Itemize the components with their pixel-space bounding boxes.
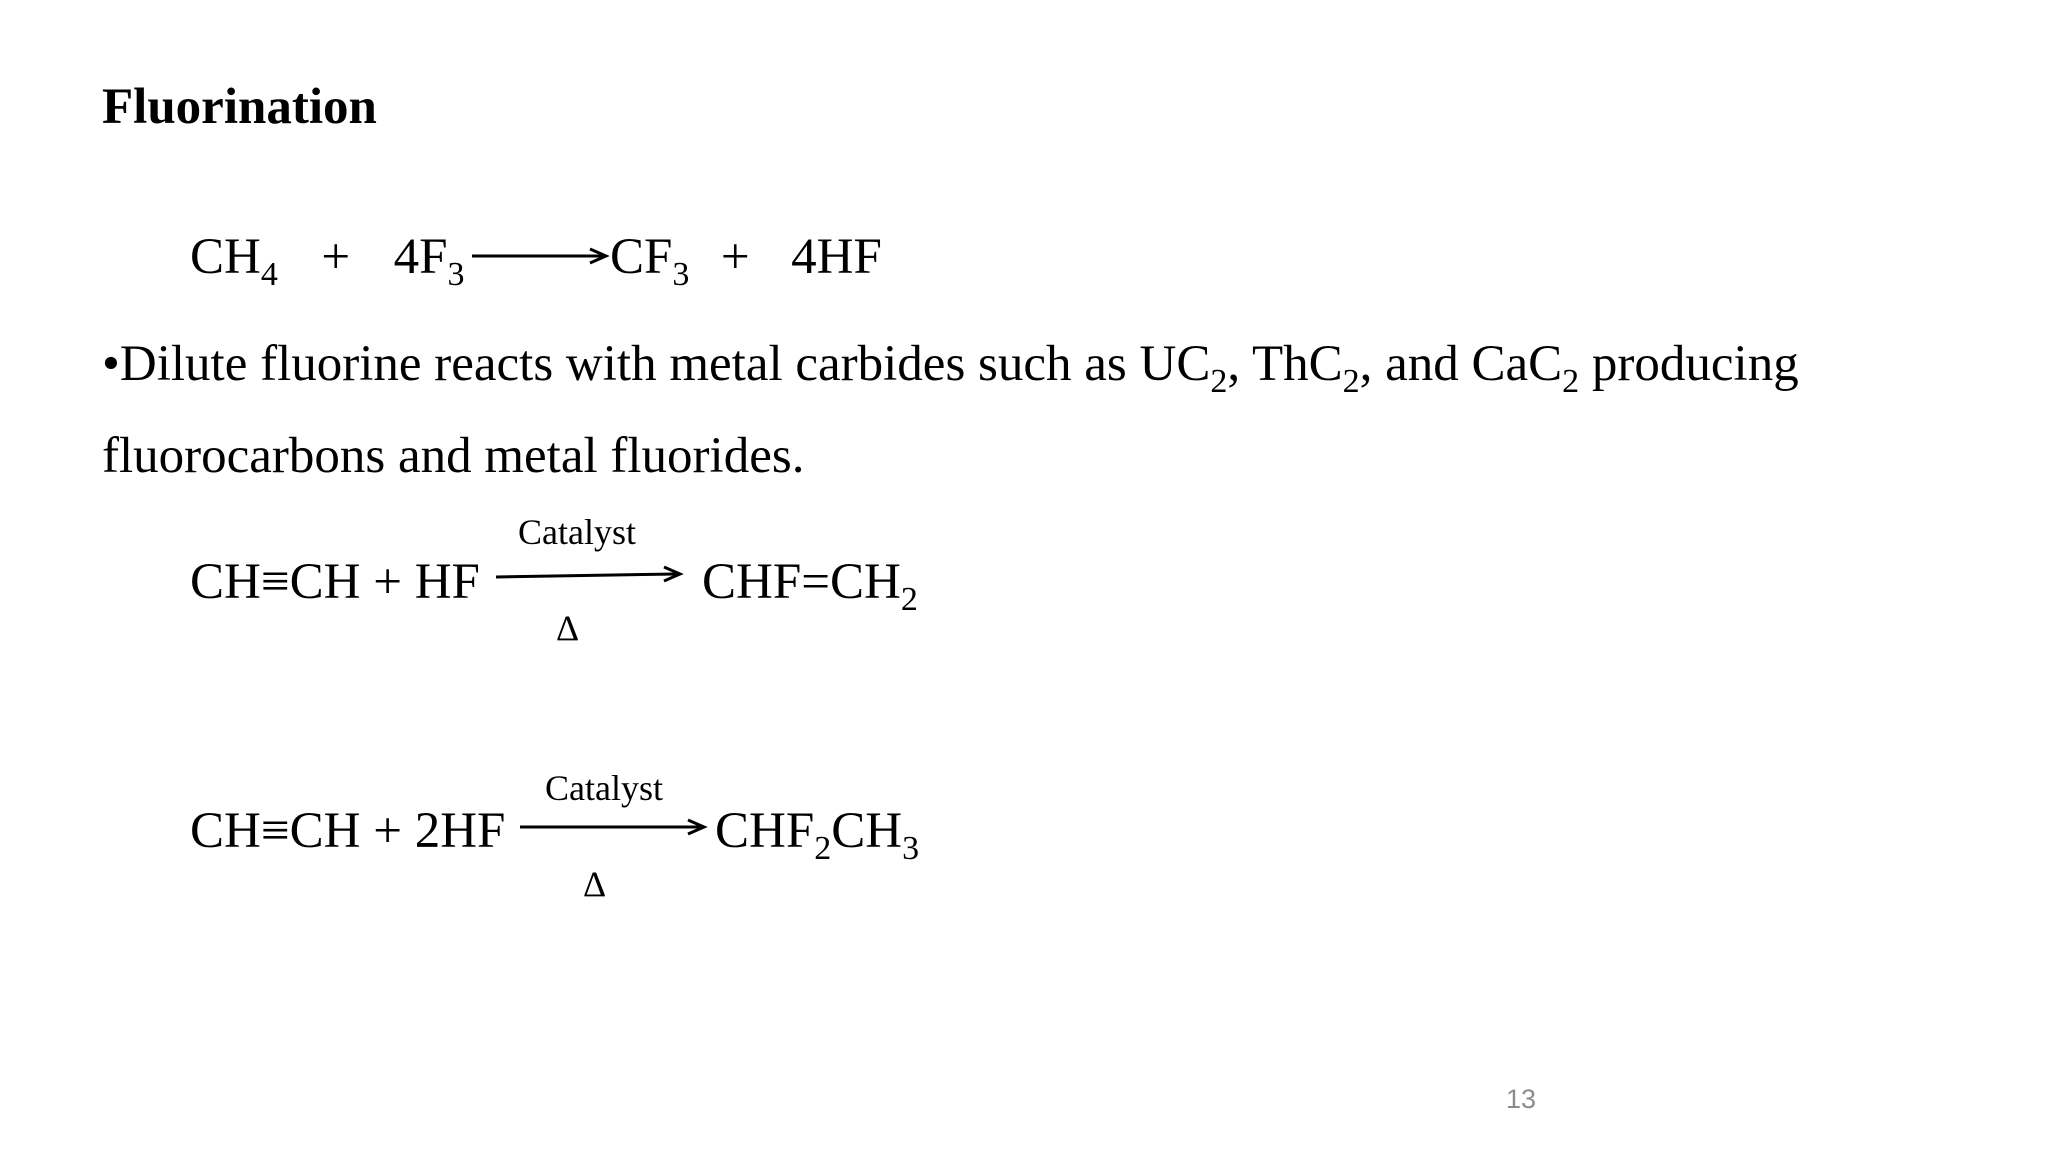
- reaction-1-products: [610, 229, 882, 293]
- reaction-3-catalyst-label: Catalyst: [545, 768, 663, 808]
- reaction-1-reactants: [190, 229, 465, 293]
- product-4hf: 4HF: [791, 229, 882, 285]
- reactant-4f3: $4F_3$: [393, 229, 465, 293]
- plus-sign: +: [321, 229, 351, 285]
- bullet-paragraph: •Dilute fluorine reacts with metal carbides such as $UC_2$, ThC$_2$, and CaC$_2$ producing fluorocarbons and metal fluorides.: [102, 336, 1799, 484]
- page-number: 13: [1505, 1084, 1536, 1114]
- bullet-marker: •: [102, 336, 120, 392]
- reaction-3-product: $CHF_2CH_3$: [715, 803, 920, 867]
- product-cf3: $CF_3$: [610, 229, 690, 293]
- reaction-2-catalyst-label: Catalyst: [518, 512, 636, 552]
- reaction-2-arrow: [494, 565, 684, 585]
- reaction-2-product: $CHF=CH_2$: [702, 554, 918, 618]
- reactant-ch4: $CH_4$: [190, 229, 278, 293]
- reaction-3-reactants: CH≡CH + 2HF: [190, 803, 506, 859]
- reaction-3-arrow: [518, 817, 708, 837]
- slide-title: Fluorination: [102, 79, 377, 135]
- reaction-1-arrow: [470, 246, 610, 266]
- reaction-2-heat-symbol: Δ: [556, 608, 580, 648]
- reaction-3-heat-symbol: Δ: [583, 864, 607, 904]
- reaction-2-reactants: CH≡CH + HF: [190, 554, 480, 610]
- plus-sign: +: [720, 229, 750, 285]
